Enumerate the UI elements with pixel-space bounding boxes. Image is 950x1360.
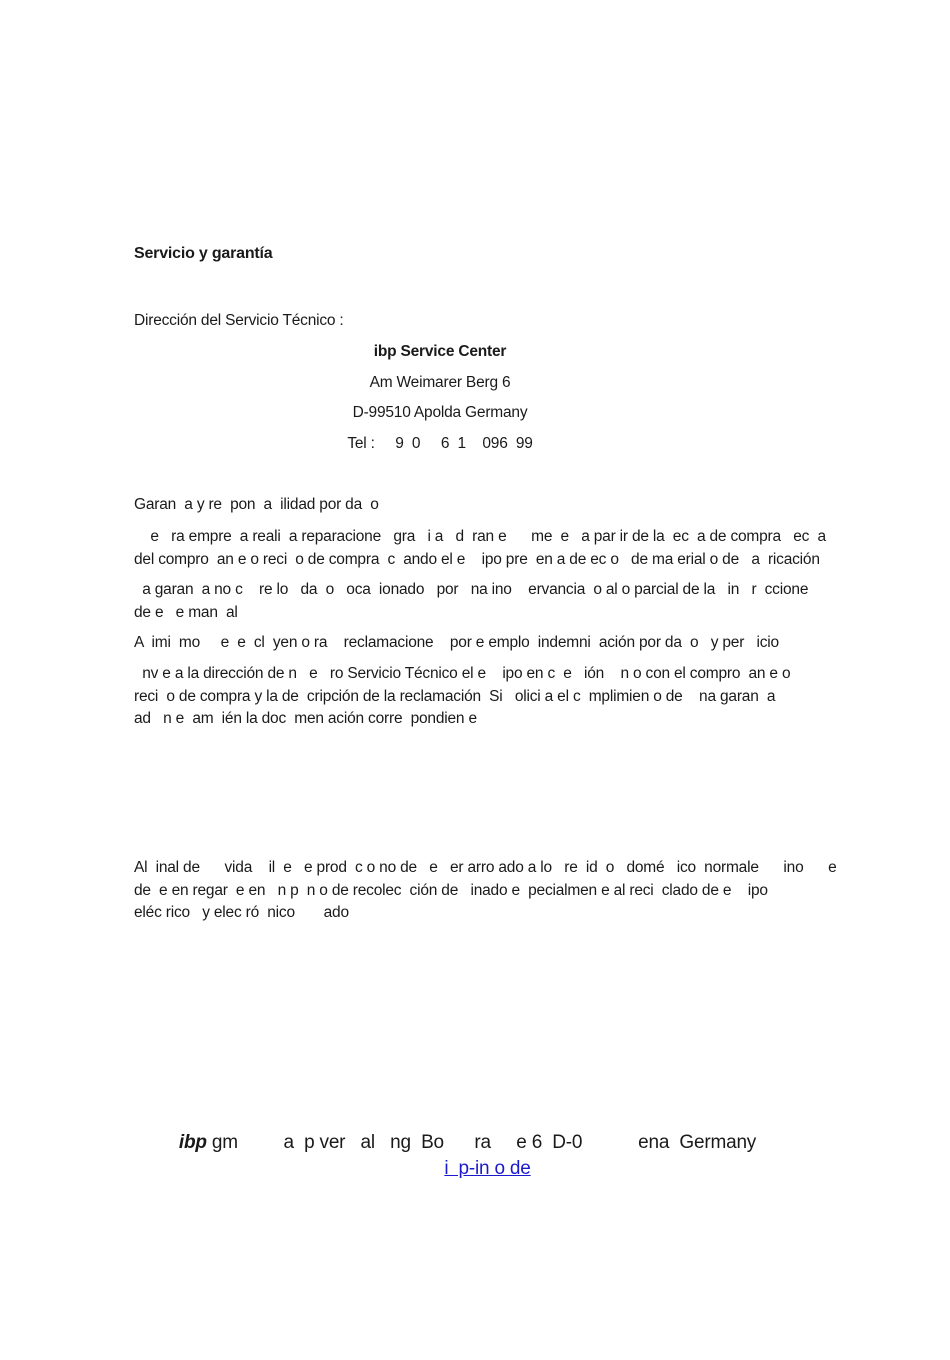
footer-link-line [0,1158,935,1180]
paragraph-line: A imi mo e e cl yen o ra reclamacione por e emplo indemni ación por da o y per icio [134,634,779,651]
warranty-heading: Garan a y re pon a ilidad por da o [134,496,379,513]
paragraph-repairs [134,526,854,571]
service-center-phone: Tel : 9 0 6 1 096 99 [347,435,533,452]
paragraph-line: e ra empre a reali a reparacione gra i a d ran e me e a par ir de la ec a de compra ec a [134,528,826,545]
paragraph-line: eléc rico y elec ró nico ado [134,904,349,921]
paragraph-line: reci o de compra y la de cripción de la reclamación Si olici a el c mplimien o de na garan a [134,687,776,705]
service-center-city: D-99510 Apolda Germany [352,404,528,421]
service-center-street: Am Weimarer Berg 6 [369,374,511,391]
footer-address: gm a p ver al ng Bo ra e 6 D-0 ena Germany [206,1132,757,1153]
page-title: Servicio y garantía [134,245,273,262]
paragraph-claims [134,632,854,655]
paragraph-line: ad n e am ién la doc men ación corre pondien e [134,710,477,727]
service-center-name: ibp Service Center [373,343,507,360]
paragraph-exclusions [134,579,854,624]
paragraph-line: del compro an e o reci o de compra c ando el e ipo pre en a de ec o de ma erial o de a ricación [134,550,820,568]
paragraph-line: a garan a no c re lo da o oca ionado por na ino ervancia o al o parcial de la in r ccione [134,581,809,598]
paragraph-line: de e en regar e en n p n o de recolec ción de inado e pecialmen e al reci clado de e ipo [134,881,768,899]
service-address-label: Dirección del Servicio Técnico : [134,312,344,329]
paragraph-line: nv e a la dirección de n e ro Servicio Técnico el e ipo en c e ión n o con el compro an e o [134,665,791,682]
paragraph-line: de e e man al [134,603,238,621]
footer-company-line [0,1132,935,1154]
paragraph-shipping [134,663,854,731]
footer-website-link-text: i p-in o de [444,1158,531,1179]
paragraph-disposal [134,857,854,925]
footer-website-link[interactable] [404,1158,530,1179]
paragraph-line: Al inal de vida il e e prod c o no de e er arro ado a lo re id o domé ico normale ino e [134,859,837,876]
footer-brand: ibp [178,1132,207,1153]
